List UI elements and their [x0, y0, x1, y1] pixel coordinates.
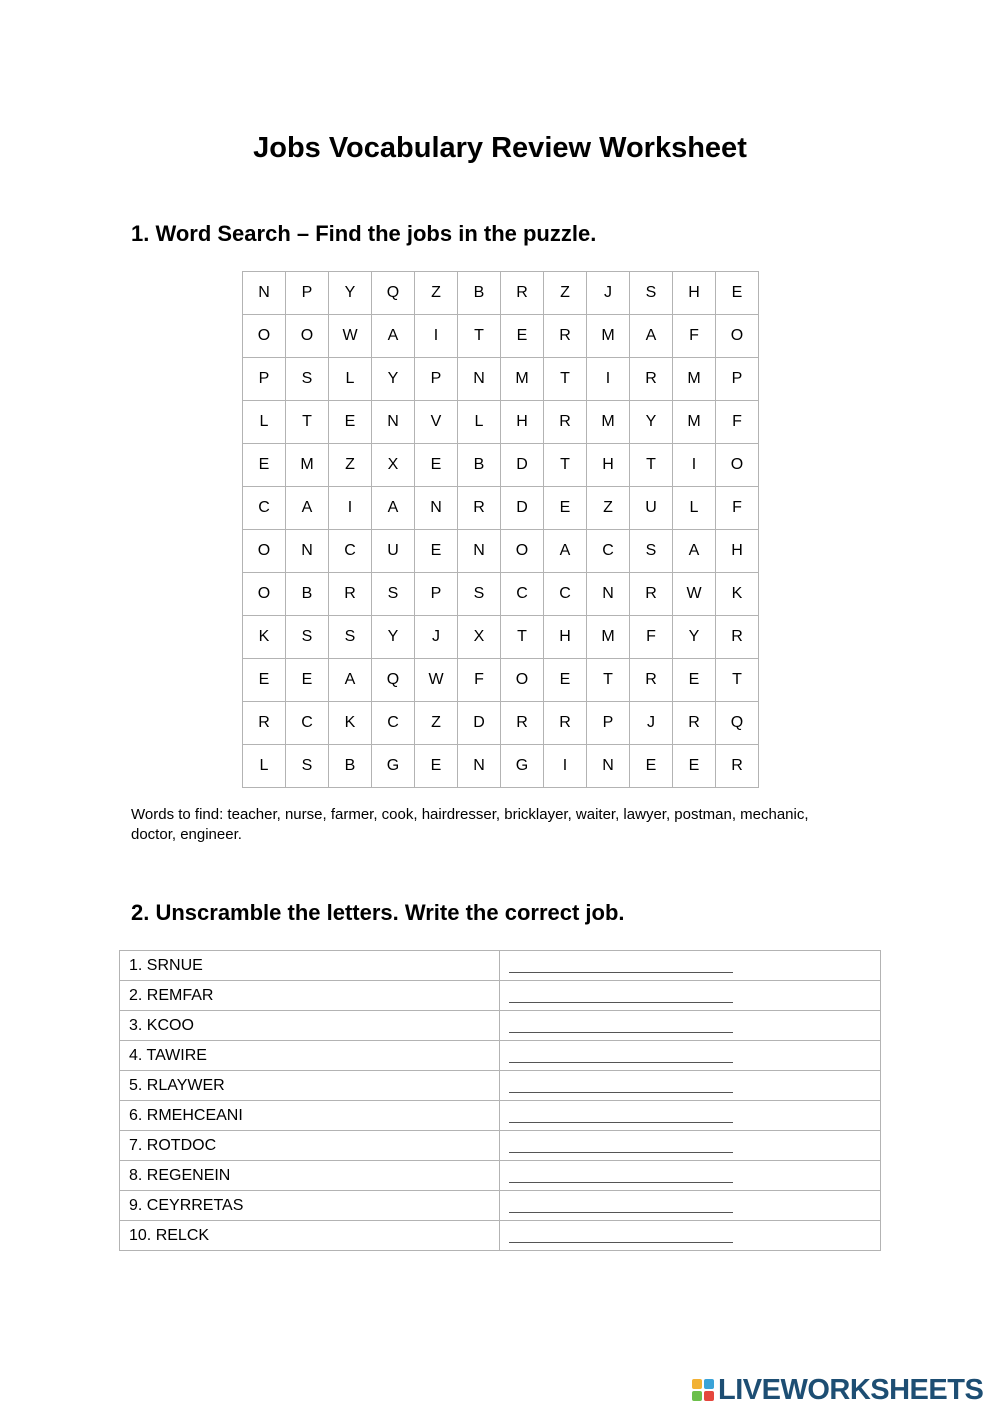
- grid-cell[interactable]: N: [415, 487, 458, 530]
- grid-cell[interactable]: N: [587, 573, 630, 616]
- grid-cell[interactable]: R: [501, 702, 544, 745]
- grid-cell[interactable]: P: [716, 358, 759, 401]
- grid-cell[interactable]: E: [329, 401, 372, 444]
- grid-cell[interactable]: K: [329, 702, 372, 745]
- grid-cell[interactable]: R: [329, 573, 372, 616]
- unscramble-row: [120, 1041, 881, 1071]
- answer-line[interactable]: [509, 1018, 733, 1033]
- answer-line[interactable]: [509, 958, 733, 973]
- grid-cell[interactable]: N: [458, 530, 501, 573]
- grid-row: [243, 530, 759, 573]
- grid-cell[interactable]: D: [501, 444, 544, 487]
- grid-cell[interactable]: Z: [415, 272, 458, 315]
- grid-cell[interactable]: N: [372, 401, 415, 444]
- unscramble-row: [120, 1101, 881, 1131]
- grid-cell[interactable]: H: [544, 616, 587, 659]
- grid-row: [243, 745, 759, 788]
- grid-cell[interactable]: R: [716, 745, 759, 788]
- grid-cell[interactable]: W: [415, 659, 458, 702]
- scrambled-word: 8. REGENEIN: [120, 1161, 500, 1191]
- grid-cell[interactable]: E: [286, 659, 329, 702]
- grid-cell[interactable]: J: [587, 272, 630, 315]
- grid-cell[interactable]: A: [544, 530, 587, 573]
- grid-cell[interactable]: M: [286, 444, 329, 487]
- grid-cell[interactable]: N: [587, 745, 630, 788]
- grid-cell[interactable]: L: [329, 358, 372, 401]
- grid-cell[interactable]: O: [286, 315, 329, 358]
- word-search-grid: [242, 271, 759, 788]
- grid-cell[interactable]: S: [286, 616, 329, 659]
- scrambled-word: 1. SRNUE: [120, 951, 500, 981]
- grid-cell[interactable]: O: [243, 530, 286, 573]
- scrambled-word: 9. CEYRRETAS: [120, 1191, 500, 1221]
- scrambled-word: 4. TAWIRE: [120, 1041, 500, 1071]
- grid-cell[interactable]: L: [243, 401, 286, 444]
- grid-row: [243, 315, 759, 358]
- grid-row: [243, 487, 759, 530]
- grid-row: [243, 573, 759, 616]
- grid-cell[interactable]: Y: [673, 616, 716, 659]
- grid-cell[interactable]: Y: [372, 616, 415, 659]
- grid-cell[interactable]: O: [716, 444, 759, 487]
- grid-cell[interactable]: U: [630, 487, 673, 530]
- scrambled-word: 3. KCOO: [120, 1011, 500, 1041]
- grid-cell[interactable]: M: [587, 616, 630, 659]
- grid-cell[interactable]: C: [243, 487, 286, 530]
- answer-cell[interactable]: [500, 1041, 881, 1071]
- grid-row: [243, 358, 759, 401]
- unscramble-heading: 2. Unscramble the letters. Write the correct job.: [131, 900, 625, 925]
- grid-cell[interactable]: E: [415, 530, 458, 573]
- grid-row: [243, 401, 759, 444]
- grid-cell[interactable]: C: [501, 573, 544, 616]
- answer-cell[interactable]: [500, 1101, 881, 1131]
- unscramble-table: [119, 950, 881, 1251]
- grid-cell[interactable]: C: [544, 573, 587, 616]
- grid-cell[interactable]: E: [673, 659, 716, 702]
- grid-cell[interactable]: R: [630, 659, 673, 702]
- grid-cell[interactable]: F: [458, 659, 501, 702]
- unscramble-row: [120, 1011, 881, 1041]
- grid-cell[interactable]: T: [587, 659, 630, 702]
- grid-cell[interactable]: M: [673, 358, 716, 401]
- grid-cell[interactable]: Y: [630, 401, 673, 444]
- unscramble-row: [120, 1221, 881, 1251]
- grid-cell[interactable]: R: [716, 616, 759, 659]
- answer-cell[interactable]: [500, 1011, 881, 1041]
- grid-cell[interactable]: O: [716, 315, 759, 358]
- grid-cell[interactable]: V: [415, 401, 458, 444]
- answer-line[interactable]: [509, 1078, 733, 1093]
- grid-cell[interactable]: N: [243, 272, 286, 315]
- grid-cell[interactable]: Z: [329, 444, 372, 487]
- grid-cell[interactable]: T: [286, 401, 329, 444]
- grid-cell[interactable]: E: [544, 659, 587, 702]
- answer-line[interactable]: [509, 1168, 733, 1183]
- grid-cell[interactable]: T: [544, 358, 587, 401]
- grid-cell[interactable]: R: [458, 487, 501, 530]
- grid-cell[interactable]: E: [630, 745, 673, 788]
- grid-cell[interactable]: H: [501, 401, 544, 444]
- grid-cell[interactable]: S: [630, 272, 673, 315]
- logo-square: [692, 1391, 702, 1401]
- grid-cell[interactable]: C: [329, 530, 372, 573]
- grid-cell[interactable]: Z: [587, 487, 630, 530]
- grid-cell[interactable]: R: [673, 702, 716, 745]
- grid-cell[interactable]: K: [243, 616, 286, 659]
- grid-cell[interactable]: E: [415, 745, 458, 788]
- answer-line[interactable]: [509, 1108, 733, 1123]
- grid-cell[interactable]: A: [329, 659, 372, 702]
- answer-line[interactable]: [509, 988, 733, 1003]
- grid-cell[interactable]: A: [630, 315, 673, 358]
- grid-cell[interactable]: W: [329, 315, 372, 358]
- word-search-heading: 1. Word Search – Find the jobs in the puzzle.: [131, 221, 597, 246]
- grid-cell[interactable]: T: [716, 659, 759, 702]
- grid-cell[interactable]: E: [415, 444, 458, 487]
- grid-cell[interactable]: N: [286, 530, 329, 573]
- grid-cell[interactable]: D: [458, 702, 501, 745]
- grid-cell[interactable]: R: [544, 315, 587, 358]
- grid-cell[interactable]: A: [673, 530, 716, 573]
- grid-row: [243, 272, 759, 315]
- scrambled-word: 2. REMFAR: [120, 981, 500, 1011]
- answer-cell[interactable]: [500, 1131, 881, 1161]
- grid-cell[interactable]: O: [243, 573, 286, 616]
- unscramble-row: [120, 1131, 881, 1161]
- grid-cell[interactable]: Y: [372, 358, 415, 401]
- unscramble-row: [120, 1071, 881, 1101]
- logo-square: [704, 1391, 714, 1401]
- grid-cell[interactable]: M: [501, 358, 544, 401]
- answer-cell[interactable]: [500, 1071, 881, 1101]
- grid-cell[interactable]: I: [329, 487, 372, 530]
- grid-cell[interactable]: L: [243, 745, 286, 788]
- grid-cell[interactable]: I: [587, 358, 630, 401]
- page-title: Jobs Vocabulary Review Worksheet: [253, 132, 747, 164]
- grid-cell[interactable]: G: [501, 745, 544, 788]
- grid-cell[interactable]: E: [243, 659, 286, 702]
- grid-cell[interactable]: Z: [544, 272, 587, 315]
- grid-cell[interactable]: F: [716, 487, 759, 530]
- grid-cell[interactable]: S: [372, 573, 415, 616]
- answer-line[interactable]: [509, 1228, 733, 1243]
- grid-cell[interactable]: R: [544, 401, 587, 444]
- grid-cell[interactable]: E: [673, 745, 716, 788]
- logo-text: LIVEWORKSHEETS: [718, 1373, 984, 1406]
- grid-row: [243, 616, 759, 659]
- scrambled-word: 5. RLAYWER: [120, 1071, 500, 1101]
- liveworksheets-logo-icon: [692, 1379, 714, 1401]
- logo-square: [704, 1379, 714, 1389]
- grid-cell[interactable]: Q: [372, 659, 415, 702]
- scrambled-word: 10. RELCK: [120, 1221, 500, 1251]
- grid-cell[interactable]: T: [630, 444, 673, 487]
- liveworksheets-logo: [692, 1373, 983, 1407]
- grid-cell[interactable]: J: [415, 616, 458, 659]
- answer-line[interactable]: [509, 1048, 733, 1063]
- grid-cell[interactable]: Q: [372, 272, 415, 315]
- answer-line[interactable]: [509, 1138, 733, 1153]
- grid-cell[interactable]: I: [544, 745, 587, 788]
- answer-cell[interactable]: [500, 1161, 881, 1191]
- grid-cell[interactable]: D: [501, 487, 544, 530]
- grid-cell[interactable]: L: [458, 401, 501, 444]
- grid-cell[interactable]: I: [673, 444, 716, 487]
- grid-cell[interactable]: Q: [716, 702, 759, 745]
- grid-cell[interactable]: G: [372, 745, 415, 788]
- logo-square: [692, 1379, 702, 1389]
- grid-cell[interactable]: S: [630, 530, 673, 573]
- grid-cell[interactable]: R: [630, 573, 673, 616]
- grid-row: [243, 659, 759, 702]
- grid-cell[interactable]: W: [673, 573, 716, 616]
- grid-cell[interactable]: A: [372, 487, 415, 530]
- grid-cell[interactable]: B: [286, 573, 329, 616]
- grid-cell[interactable]: R: [544, 702, 587, 745]
- grid-cell[interactable]: S: [286, 745, 329, 788]
- unscramble-row: [120, 981, 881, 1011]
- answer-cell[interactable]: [500, 951, 881, 981]
- unscramble-row: [120, 1191, 881, 1221]
- grid-cell[interactable]: B: [329, 745, 372, 788]
- grid-cell[interactable]: S: [329, 616, 372, 659]
- grid-cell[interactable]: E: [243, 444, 286, 487]
- grid-row: [243, 702, 759, 745]
- grid-cell[interactable]: M: [587, 401, 630, 444]
- answer-cell[interactable]: [500, 981, 881, 1011]
- grid-cell[interactable]: T: [501, 616, 544, 659]
- unscramble-row: [120, 1161, 881, 1191]
- grid-cell[interactable]: R: [630, 358, 673, 401]
- grid-cell[interactable]: M: [673, 401, 716, 444]
- grid-cell[interactable]: L: [673, 487, 716, 530]
- grid-cell[interactable]: E: [544, 487, 587, 530]
- grid-cell[interactable]: C: [372, 702, 415, 745]
- grid-cell[interactable]: Z: [415, 702, 458, 745]
- grid-cell[interactable]: E: [716, 272, 759, 315]
- words-to-find: Words to find: teacher, nurse, farmer, cook, hairdresser, bricklayer, waiter, lawyer, postman, mechanic, doctor, engineer.: [131, 806, 809, 843]
- grid-cell[interactable]: P: [415, 573, 458, 616]
- grid-cell[interactable]: E: [501, 315, 544, 358]
- grid-cell[interactable]: C: [587, 530, 630, 573]
- grid-cell[interactable]: K: [716, 573, 759, 616]
- grid-cell[interactable]: J: [630, 702, 673, 745]
- grid-cell[interactable]: A: [286, 487, 329, 530]
- grid-cell[interactable]: T: [544, 444, 587, 487]
- grid-cell[interactable]: B: [458, 272, 501, 315]
- scrambled-word: 7. ROTDOC: [120, 1131, 500, 1161]
- unscramble-row: [120, 951, 881, 981]
- grid-cell[interactable]: M: [587, 315, 630, 358]
- grid-cell[interactable]: P: [415, 358, 458, 401]
- answer-line[interactable]: [509, 1198, 733, 1213]
- grid-cell[interactable]: I: [415, 315, 458, 358]
- grid-cell[interactable]: Y: [329, 272, 372, 315]
- grid-cell[interactable]: C: [286, 702, 329, 745]
- grid-cell[interactable]: B: [458, 444, 501, 487]
- grid-cell[interactable]: P: [286, 272, 329, 315]
- grid-cell[interactable]: P: [587, 702, 630, 745]
- grid-cell[interactable]: O: [501, 659, 544, 702]
- grid-cell[interactable]: P: [243, 358, 286, 401]
- grid-cell[interactable]: F: [716, 401, 759, 444]
- scrambled-word: 6. RMEHCEANI: [120, 1101, 500, 1131]
- grid-cell[interactable]: X: [458, 616, 501, 659]
- grid-cell[interactable]: U: [372, 530, 415, 573]
- grid-cell[interactable]: F: [673, 315, 716, 358]
- grid-cell[interactable]: N: [458, 745, 501, 788]
- grid-cell[interactable]: R: [243, 702, 286, 745]
- grid-cell[interactable]: N: [458, 358, 501, 401]
- grid-row: [243, 444, 759, 487]
- answer-cell[interactable]: [500, 1221, 881, 1251]
- grid-cell[interactable]: X: [372, 444, 415, 487]
- grid-cell[interactable]: H: [716, 530, 759, 573]
- grid-cell[interactable]: R: [501, 272, 544, 315]
- grid-cell[interactable]: H: [673, 272, 716, 315]
- grid-cell[interactable]: S: [286, 358, 329, 401]
- grid-cell[interactable]: O: [243, 315, 286, 358]
- grid-cell[interactable]: T: [458, 315, 501, 358]
- grid-cell[interactable]: S: [458, 573, 501, 616]
- answer-cell[interactable]: [500, 1191, 881, 1221]
- grid-cell[interactable]: F: [630, 616, 673, 659]
- grid-cell[interactable]: O: [501, 530, 544, 573]
- grid-cell[interactable]: A: [372, 315, 415, 358]
- grid-cell[interactable]: H: [587, 444, 630, 487]
